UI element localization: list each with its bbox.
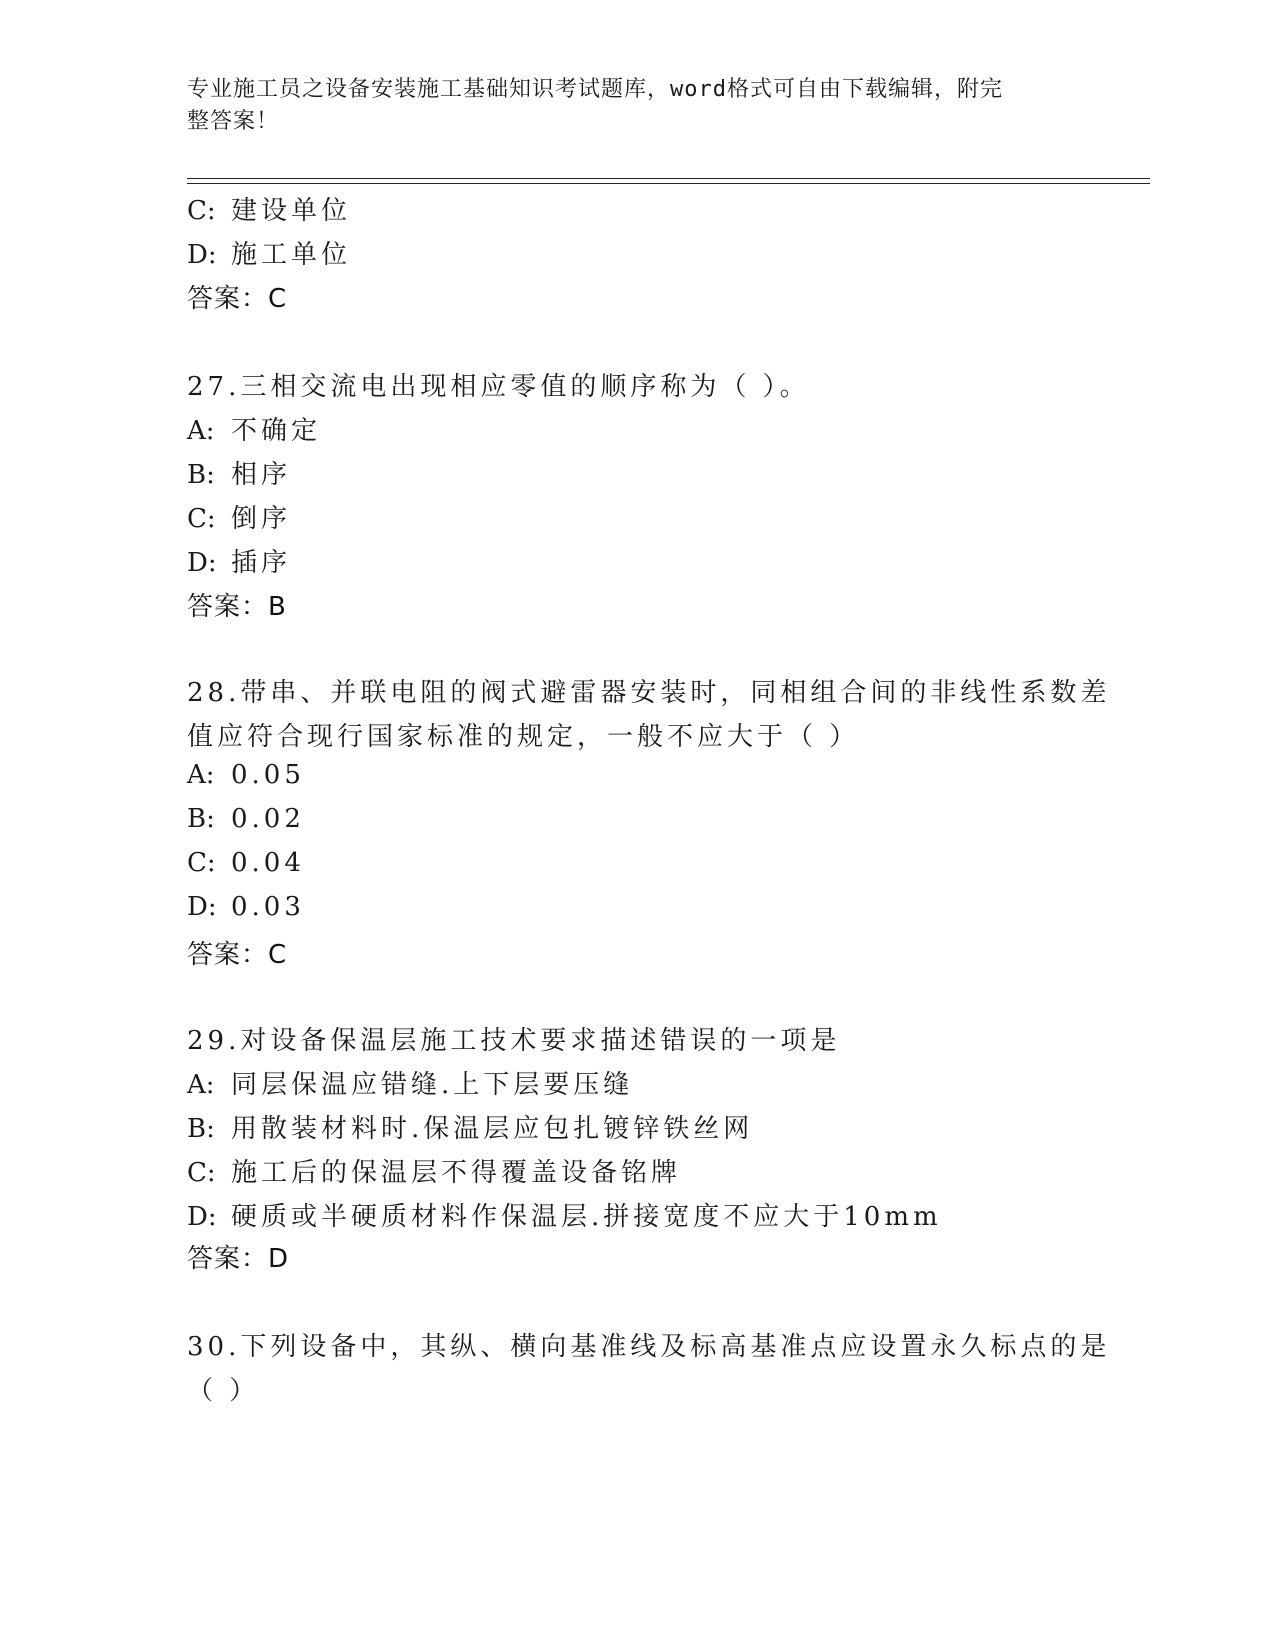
option-label: D: [187, 892, 217, 922]
header-line-2: 整答案！ [187, 109, 280, 134]
question-29-answer: 答案：D [187, 1244, 290, 1274]
option-text: 倒序 [231, 504, 292, 534]
question-27-option-c [187, 498, 291, 535]
question-30-stem-line-1: 30.下列设备中，其纵、横向基准线及标高基准点应设置永久标点的是 [187, 1332, 1111, 1362]
header-divider-bottom [187, 183, 1150, 184]
option-label: B: [187, 460, 215, 490]
option-text: 插序 [231, 548, 292, 578]
option-text: 建设单位 [231, 196, 352, 226]
option-label: D: [187, 1202, 217, 1232]
option-text: 硬质或半硬质材料作保温层.拼接宽度不应大于10mm [231, 1202, 942, 1232]
option-text: 施工单位 [231, 240, 352, 270]
option-text: 用散装材料时.保温层应包扎镀锌铁丝网 [231, 1114, 754, 1144]
option-text: 0.04 [231, 848, 305, 878]
option-text: 0.02 [231, 804, 305, 834]
option-label: B: [187, 1114, 215, 1144]
prev-option-d [187, 234, 351, 271]
question-28-option-d [187, 892, 305, 922]
question-29-option-a [187, 1064, 633, 1101]
prev-option-c [187, 190, 351, 227]
option-text: 0.03 [231, 892, 305, 922]
option-label: C: [187, 504, 216, 534]
question-27-option-b [187, 454, 291, 491]
option-text: 相序 [231, 460, 292, 490]
document-header [187, 74, 1077, 138]
option-text: 施工后的保温层不得覆盖设备铭牌 [231, 1158, 682, 1188]
question-27-answer: 答案：B [187, 592, 287, 622]
prev-answer: 答案：C [187, 284, 288, 314]
question-30-stem-line-2: （ ） [187, 1376, 260, 1406]
question-28-stem-line-1: 28.带串、并联电阻的阀式避雷器安装时，同相组合间的非线性系数差 [187, 678, 1111, 708]
question-29-option-b [187, 1108, 753, 1145]
question-27-option-d [187, 542, 291, 579]
question-28-answer: 答案：C [187, 940, 288, 970]
question-28-option-c [187, 848, 305, 878]
question-29-option-c [187, 1152, 681, 1189]
option-label: D: [187, 548, 217, 578]
option-label: A: [187, 760, 215, 790]
header-divider-top [187, 178, 1150, 179]
option-label: C: [187, 196, 216, 226]
option-text: 同层保温应错缝.上下层要压缝 [231, 1070, 634, 1100]
option-label: C: [187, 848, 216, 878]
header-line-1: 专业施工员之设备安装施工基础知识考试题库，word格式可自由下载编辑，附完 [187, 77, 1003, 102]
option-text: 0.05 [231, 760, 305, 790]
option-label: B: [187, 804, 215, 834]
option-label: A: [187, 416, 215, 446]
question-28-option-a [187, 760, 305, 790]
option-label: A: [187, 1070, 215, 1100]
option-text: 不确定 [231, 416, 322, 446]
question-27-stem: 27.三相交流电出现相应零值的顺序称为（ ）。 [187, 372, 810, 402]
option-label: C: [187, 1158, 216, 1188]
option-label: D: [187, 240, 217, 270]
question-29-option-d [187, 1196, 942, 1233]
question-28-option-b [187, 804, 305, 834]
question-27-option-a [187, 410, 321, 447]
question-28-stem-line-2: 值应符合现行国家标准的规定，一般不应大于（ ） [187, 722, 860, 752]
question-29-stem: 29.对设备保温层施工技术要求描述错误的一项是 [187, 1026, 841, 1056]
